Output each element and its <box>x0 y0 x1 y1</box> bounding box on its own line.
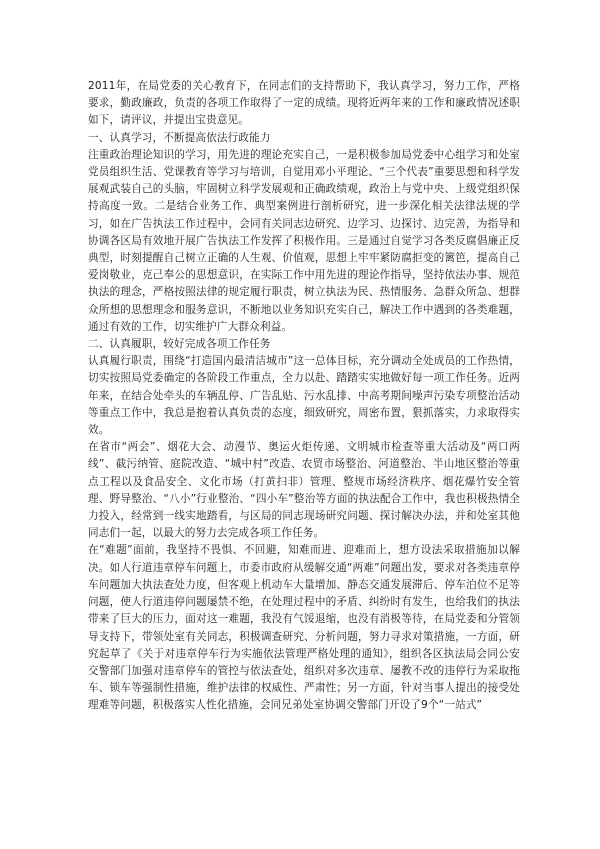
section-2-paragraph-3: 在“难题”面前，我坚持不畏惧、不回避，知难而进、迎难而上，想方设法采取措施加以解决。如人行道违章停车问题上，市委市政府从缓解交通“两难”问题出发，要求对各类违章停车问题加大执法查处力度，但客观上机动车大量增加、静态交通发展滞后、停车泊位不足等问题，使人行道违停问题屡禁不绝，在处理过程中的矛盾、纠纷时有发生，也给我们的执法带来了巨大的压力，面对这一难题，我没有气馁退缩，也没有消极等待，在局党委和分管领导支持下，带领处室有关同志，积极调查研究、分析问题，努力寻求对策措施，一方面，研究起草了《关于对违章停车行为实施依法管理严格处理的通知》，组织各区执法局会同公安交警部门加强对违章停车的管控与依法查处，组织对多次违章、屡教不改的违停行为采取拖车、锁车等强制性措施，维护法律的权威性、严肃性；另一方面，针对当事人提出的接受处理难等问题，积极落实人性化措施，会同兄弟处室协调交警部门开设了9个“一站式” <box>88 544 520 712</box>
section-1-paragraph: 注重政治理论知识的学习，用先进的理论充实自己，一是积极参加局党委中心组学习和处室党员组织生活、党课教育等学习与培训，自觉用邓小平理论、“三个代表”重要思想和科学发展观武装自己的头脑，牢固树立科学发展观和正确政绩观，政治上与党中央、上级党组织保持高度一致。二是结合业务工作、典型案例进行剖析研究，进一步深化相关法律法规的学习，如在广告执法工作过程中，会同有关同志边研究、边学习、边探讨、边完善，为指导和协调各区局有效地开展广告执法工作发挥了积极作用。三是通过自觉学习各类反腐倡廉正反典型，时刻提醒自己树立正确的人生观、价值观，思想上牢牢紧防腐拒变的篱笆，提高自己爱岗敬业，克己奉公的思想意识，在实际工作中用先进的理论作指导，坚持依法办事、规范执法的理念，严格按照法律的规定履行职责，树立执法为民、热情服务、急群众所急、想群众所想的思想理念和服务意识，不断地以业务知识充实自己，解决工作中遇到的各类难题，通过有效的工作，切实维护广大群众利益。 <box>88 148 520 333</box>
document-page <box>88 78 520 715</box>
section-2-paragraph-2: 在省市“两会”、烟花大会、动漫节、奥运火炬传递、文明城市检查等重大活动及“两口两线”、截污纳管、庭院改造、“城中村”改造、农贸市场整治、河道整治、半山地区整治等重点工程以及食品安全、文化市场（打黄扫非）管理、整规市场经济秩序、烟花爆竹安全管理、野导整治、“八小”行业整治、“四小车”整治等方面的执法配合工作中，我也积极热情全力投入，经常到一线实地踏看，与区局的同志现场研究问题、探讨解决办法，并和处室其他同志们一起，以最大的努力去完成各项工作任务。 <box>88 441 520 540</box>
section-heading-2: 二、认真履职，较好完成各项工作任务 <box>88 338 271 351</box>
intro-paragraph: 2011年，在局党委的关心教育下，在同志们的支持帮助下，我认真学习，努力工作，严格要求，勤政廉政，负责的各项工作取得了一定的成绩。现将近两年来的工作和廉政情况述职如下，请评议，并提出宝贵意见。 <box>88 80 520 127</box>
section-2-paragraph-1: 认真履行职责，围绕“打造国内最清洁城市”这一总体目标，充分调动全处成员的工作热情，切实按照局党委确定的各阶段工作重点，全力以赴、踏踏实实地做好每一项工作任务。近两年来，在结合处牵头的车辆乱停、广告乱贴、污水乱排、中高考期间噪声污染专项整治活动等重点工作中，我总是抱着认真负责的态度，细致研究，周密布置，狠抓落实，力求取得实效。 <box>88 355 520 437</box>
section-heading-1: 一、认真学习，不断提高依法行政能力 <box>88 131 271 144</box>
